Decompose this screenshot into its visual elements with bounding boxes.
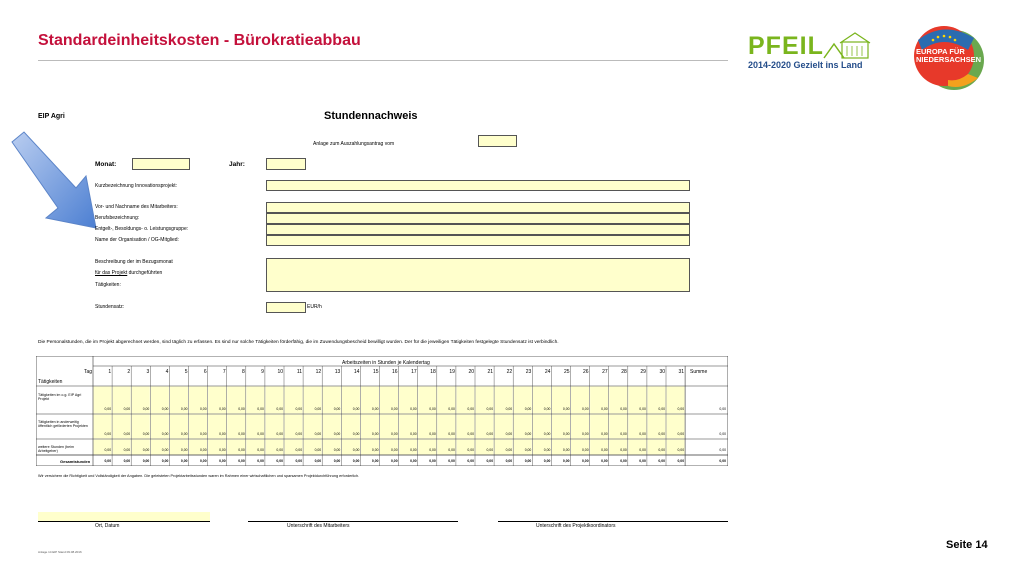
anlage-date-field[interactable] — [478, 135, 517, 147]
mitarbeiter-name-label: Vor- und Nachname des Mitarbeiters: — [95, 204, 178, 210]
hours-cell[interactable]: 0,00 — [601, 407, 608, 411]
hours-cell[interactable]: 0,00 — [467, 407, 474, 411]
beschreibung-label-line2 — [95, 270, 162, 276]
hours-cell: 0,00 — [601, 459, 608, 463]
hours-cell: 0,00 — [658, 459, 665, 463]
jahr-field[interactable] — [266, 158, 306, 170]
day-header: 22 — [506, 369, 513, 375]
hours-cell[interactable]: 0,00 — [219, 448, 226, 452]
ort-datum-line — [38, 521, 210, 522]
hours-cell[interactable]: 0,00 — [486, 407, 494, 411]
hours-cell: 0,00 — [448, 459, 455, 463]
confirm-text: Wir versichern die Richtigkeit und Vollständigkeit der Angaben. Die geleisteten Projektarbeitsstunden waren im Rahmen einer wirtschaftlichen und sparsamen Projektdurchführung erforderlich. — [38, 474, 360, 478]
arbeitszeiten-table — [36, 356, 728, 466]
day-header: 11 — [296, 369, 303, 375]
hours-cell[interactable]: 0,00 — [352, 407, 360, 411]
day-header: 3 — [146, 369, 150, 375]
row-sum-cell: 0,00 — [719, 432, 726, 436]
hours-cell: 0,00 — [219, 459, 226, 463]
hours-cell[interactable]: 0,00 — [562, 432, 570, 436]
hours-cell: 0,00 — [486, 459, 494, 463]
ort-datum-field[interactable] — [38, 512, 210, 521]
hours-cell: 0,00 — [180, 459, 188, 463]
eip-agri-label: EIP Agri — [38, 113, 65, 120]
hours-cell: 0,00 — [352, 459, 360, 463]
table-group-header: Arbeitszeiten in Stunden je Kalendertag — [342, 360, 430, 366]
tag-label: Tag — [84, 369, 93, 375]
hours-cell[interactable]: 0,00 — [410, 448, 417, 452]
row-sum-cell: 0,00 — [719, 448, 726, 452]
hours-cell[interactable]: 0,00 — [581, 432, 589, 436]
hours-cell: 0,00 — [199, 459, 207, 463]
hours-cell[interactable]: 0,00 — [104, 432, 112, 436]
hours-cell[interactable]: 0,00 — [219, 432, 226, 436]
hours-cell[interactable]: 0,00 — [658, 407, 665, 411]
hours-cell[interactable]: 0,00 — [448, 407, 455, 411]
hours-cell[interactable]: 0,00 — [295, 432, 303, 436]
day-header: 23 — [525, 369, 532, 375]
hours-cell[interactable]: 0,00 — [314, 432, 322, 436]
day-header: 13 — [334, 369, 341, 375]
hours-cell[interactable]: 0,00 — [467, 448, 474, 452]
hours-cell[interactable]: 0,00 — [199, 407, 207, 411]
hours-cell: 0,00 — [390, 459, 398, 463]
hours-cell[interactable]: 0,00 — [257, 407, 264, 411]
hours-cell[interactable]: 0,00 — [199, 448, 207, 452]
day-header: 27 — [602, 369, 608, 375]
hours-cell[interactable]: 0,00 — [620, 448, 627, 452]
hours-cell: 0,00 — [677, 459, 685, 463]
hours-cell[interactable]: 0,00 — [104, 407, 112, 411]
hours-cell[interactable]: 0,00 — [581, 407, 589, 411]
hours-cell[interactable]: 0,00 — [371, 448, 379, 452]
koordinator-signature-caption: Unterschrift des Projektkoordinators — [536, 523, 616, 529]
eu-niedersachsen-logo — [908, 20, 990, 92]
title-divider — [38, 60, 728, 61]
hours-cell[interactable]: 0,00 — [161, 448, 169, 452]
hours-cell[interactable]: 0,00 — [238, 407, 245, 411]
form-heading: Stundennachweis — [324, 110, 418, 122]
hours-cell[interactable]: 0,00 — [505, 432, 513, 436]
eur-h-unit: EUR/h — [307, 304, 322, 310]
hours-cell[interactable]: 0,00 — [486, 432, 494, 436]
day-header: 16 — [392, 369, 398, 375]
hours-cell[interactable]: 0,00 — [180, 407, 188, 411]
day-header: 24 — [544, 369, 551, 375]
mitarbeiter-signature-caption: Unterschrift des Mitarbeiters — [287, 523, 350, 529]
day-header: 7 — [222, 369, 226, 375]
hours-cell[interactable]: 0,00 — [620, 407, 627, 411]
hours-cell[interactable]: 0,00 — [505, 448, 513, 452]
day-header: 4 — [165, 369, 169, 375]
hours-cell[interactable]: 0,00 — [333, 432, 341, 436]
hours-cell[interactable]: 0,00 — [429, 407, 436, 411]
jahr-label: Jahr: — [229, 161, 245, 168]
hours-cell[interactable]: 0,00 — [180, 448, 188, 452]
hours-cell: 0,00 — [104, 459, 112, 463]
hours-cell: 0,00 — [371, 459, 379, 463]
entgeltgruppe-field[interactable] — [266, 224, 690, 235]
day-header: 14 — [353, 369, 360, 375]
hours-cell[interactable]: 0,00 — [562, 448, 570, 452]
hours-cell[interactable]: 0,00 — [352, 432, 360, 436]
hours-cell[interactable]: 0,00 — [123, 432, 131, 436]
hours-cell[interactable]: 0,00 — [142, 432, 150, 436]
day-header: 1 — [108, 369, 112, 375]
hours-cell[interactable]: 0,00 — [639, 432, 646, 436]
hours-cell[interactable]: 0,00 — [123, 407, 131, 411]
day-header: 10 — [277, 369, 283, 375]
eu-logo-line1: EUROPA FÜR — [916, 47, 965, 56]
day-header: 9 — [261, 369, 264, 375]
kurzbezeichnung-label: Kurzbezeichnung Innovationsprojekt: — [95, 183, 177, 189]
hours-cell: 0,00 — [123, 459, 131, 463]
page-title: Standardeinheitskosten - Bürokratieabbau — [38, 32, 361, 49]
hours-cell[interactable]: 0,00 — [276, 432, 283, 436]
day-header: 18 — [430, 369, 436, 375]
hours-cell[interactable]: 0,00 — [486, 448, 494, 452]
row-label-weitere-stunden: weitere Stunden (beim Arbeitgeber) — [38, 445, 74, 454]
day-header: 2 — [127, 369, 131, 375]
row-sum-cell: 0,00 — [719, 407, 726, 411]
hours-cell: 0,00 — [467, 459, 474, 463]
entgeltgruppe-label: Entgelt-, Besoldungs- o. Leistungsgruppe: — [95, 226, 189, 232]
day-header: 28 — [621, 369, 627, 375]
hours-cell[interactable]: 0,00 — [142, 448, 150, 452]
arrow-icon — [8, 128, 104, 236]
hours-cell[interactable]: 0,00 — [601, 432, 608, 436]
stundensatz-label: Stundensatz: — [95, 304, 125, 310]
anlage-label: Anlage zum Auszahlungsantrag vom — [313, 141, 395, 147]
document-reference: Anlage 14 EIP Stand 09.08.2016 — [38, 550, 82, 554]
hours-cell[interactable]: 0,00 — [276, 448, 283, 452]
organisation-field[interactable] — [266, 235, 690, 246]
day-header: 21 — [487, 369, 494, 375]
kurzbezeichnung-field[interactable] — [266, 180, 690, 191]
hours-cell[interactable]: 0,00 — [161, 432, 169, 436]
hours-cell[interactable]: 0,00 — [562, 407, 570, 411]
beschreibung-underlined: für das Projekt — [95, 270, 128, 276]
taetigkeiten-beschreibung-field[interactable] — [266, 258, 690, 292]
row-label-andere-projekte: Tätigkeiten in anderweitig öffentlich geförderten Projekten — [38, 420, 88, 429]
hours-cell[interactable]: 0,00 — [314, 407, 322, 411]
day-header: 15 — [372, 369, 379, 375]
hours-cell[interactable]: 0,00 — [238, 448, 245, 452]
mitarbeiter-name-field[interactable] — [266, 202, 690, 213]
hours-cell[interactable]: 0,00 — [295, 407, 303, 411]
hours-cell[interactable]: 0,00 — [371, 407, 379, 411]
hours-cell[interactable]: 0,00 — [257, 432, 264, 436]
hours-cell[interactable]: 0,00 — [333, 448, 341, 452]
hours-cell: 0,00 — [505, 459, 513, 463]
hours-cell: 0,00 — [410, 459, 417, 463]
beschreibung-label-line1: Beschreibung der im Bezugsmonat — [95, 259, 173, 265]
hours-cell[interactable]: 0,00 — [467, 432, 474, 436]
hours-cell[interactable]: 0,00 — [410, 407, 417, 411]
hours-cell[interactable]: 0,00 — [620, 432, 627, 436]
hours-cell[interactable]: 0,00 — [505, 407, 513, 411]
note-text: Die Personalstunden, die im Projekt abgerechnet werden, sind täglich zu erfassen. Es sind nur solche Tätigkeiten förderfähig, die im Zuwendungsbescheid bewilligt wurden. Der für die jeweiligen Tätigkeiten festgelegte Stundensatz ist verbindlich. — [38, 340, 559, 345]
day-header: 17 — [411, 369, 417, 375]
hours-cell: 0,00 — [276, 459, 283, 463]
day-header: 12 — [315, 369, 322, 375]
day-header: 31 — [678, 369, 685, 375]
day-header: 30 — [659, 369, 665, 375]
hours-cell: 0,00 — [333, 459, 341, 463]
hours-cell[interactable]: 0,00 — [390, 407, 398, 411]
pfeil-logo-subtitle: 2014-2020 Gezielt ins Land — [748, 60, 863, 70]
hours-cell[interactable]: 0,00 — [658, 432, 665, 436]
hours-cell: 0,00 — [142, 459, 150, 463]
hours-cell[interactable]: 0,00 — [142, 407, 150, 411]
hours-cell[interactable]: 0,00 — [658, 448, 665, 452]
farm-house-icon — [822, 30, 878, 60]
hours-cell[interactable]: 0,00 — [180, 432, 188, 436]
hours-cell[interactable]: 0,00 — [448, 432, 455, 436]
hours-cell[interactable]: 0,00 — [276, 407, 283, 411]
hours-cell[interactable]: 0,00 — [543, 432, 551, 436]
hours-cell: 0,00 — [543, 459, 551, 463]
pfeil-logo — [748, 30, 878, 72]
hours-cell[interactable]: 0,00 — [677, 432, 685, 436]
hours-cell[interactable]: 0,00 — [199, 432, 207, 436]
berufsbezeichnung-label: Berufsbezeichnung: — [95, 215, 140, 221]
hours-cell[interactable]: 0,00 — [524, 448, 532, 452]
hours-cell: 0,00 — [562, 459, 570, 463]
hours-cell[interactable]: 0,00 — [601, 448, 608, 452]
hours-cell: 0,00 — [524, 459, 532, 463]
hours-cell[interactable]: 0,00 — [410, 432, 417, 436]
hours-cell[interactable]: 0,00 — [352, 448, 360, 452]
hours-cell[interactable]: 0,00 — [639, 407, 646, 411]
hours-cell[interactable]: 0,00 — [429, 432, 436, 436]
hours-cell[interactable]: 0,00 — [123, 448, 131, 452]
hours-cell: 0,00 — [161, 459, 169, 463]
hours-cell[interactable]: 0,00 — [543, 407, 551, 411]
day-header: 25 — [563, 369, 570, 375]
monat-label: Monat: — [95, 161, 117, 168]
hours-cell[interactable]: 0,00 — [238, 432, 245, 436]
hours-cell: 0,00 — [257, 459, 264, 463]
hours-cell: 0,00 — [314, 459, 322, 463]
hours-cell[interactable]: 0,00 — [677, 407, 685, 411]
day-header: 6 — [203, 369, 207, 375]
hours-cell[interactable]: 0,00 — [104, 448, 112, 452]
eu-logo-line2: NIEDERSACHSEN — [916, 55, 982, 64]
taetigkeiten-label: Tätigkeiten — [38, 379, 63, 385]
mitarbeiter-signature-line — [248, 521, 458, 522]
summe-label: Summe — [690, 369, 708, 375]
hours-cell[interactable]: 0,00 — [448, 448, 455, 452]
hours-cell[interactable]: 0,00 — [333, 407, 341, 411]
monat-field[interactable] — [132, 158, 190, 170]
page-number: Seite 14 — [946, 539, 988, 551]
beschreibung-label-line3: Tätigkeiten: — [95, 282, 121, 288]
hours-cell[interactable]: 0,00 — [295, 448, 303, 452]
day-header: 5 — [184, 369, 188, 375]
day-header: 29 — [640, 369, 646, 375]
row-sum-cell: 0,00 — [719, 459, 726, 463]
hours-cell[interactable]: 0,00 — [524, 432, 532, 436]
hours-cell: 0,00 — [639, 459, 646, 463]
hours-cell[interactable]: 0,00 — [161, 407, 169, 411]
ort-datum-caption: Ort, Datum — [95, 523, 120, 529]
hours-cell: 0,00 — [295, 459, 303, 463]
hours-cell[interactable]: 0,00 — [543, 448, 551, 452]
hours-cell[interactable]: 0,00 — [219, 407, 226, 411]
hours-cell: 0,00 — [620, 459, 627, 463]
hours-cell[interactable]: 0,00 — [390, 432, 398, 436]
day-header: 26 — [583, 369, 589, 375]
hours-cell[interactable]: 0,00 — [581, 448, 589, 452]
koordinator-signature-line — [498, 521, 728, 522]
day-header: 8 — [242, 369, 245, 375]
hours-cell[interactable]: 0,00 — [524, 407, 532, 411]
hours-cell[interactable]: 0,00 — [371, 432, 379, 436]
hours-cell[interactable]: 0,00 — [677, 448, 685, 452]
pfeil-logo-word: PFEIL — [748, 32, 824, 60]
day-header: 19 — [449, 369, 455, 375]
hours-cell: 0,00 — [238, 459, 245, 463]
hours-cell[interactable]: 0,00 — [429, 448, 436, 452]
stundensatz-field[interactable] — [266, 302, 306, 313]
row-label-eip-projekt: Tätigkeiten im o.g. EIP Agri Projekt — [38, 393, 82, 402]
hours-cell: 0,00 — [581, 459, 589, 463]
hours-cell[interactable]: 0,00 — [314, 448, 322, 452]
gesamtstunden-label: Gesamtstunden — [60, 459, 91, 464]
organisation-label: Name der Organisation / OG-Mitglied: — [95, 237, 179, 243]
berufsbezeichnung-field[interactable] — [266, 213, 690, 224]
day-header: 20 — [468, 369, 474, 375]
hours-cell[interactable]: 0,00 — [257, 448, 264, 452]
hours-cell: 0,00 — [429, 459, 436, 463]
hours-cell[interactable]: 0,00 — [390, 448, 398, 452]
beschreibung-rest: durchgeführten — [127, 270, 163, 276]
hours-cell[interactable]: 0,00 — [639, 448, 646, 452]
